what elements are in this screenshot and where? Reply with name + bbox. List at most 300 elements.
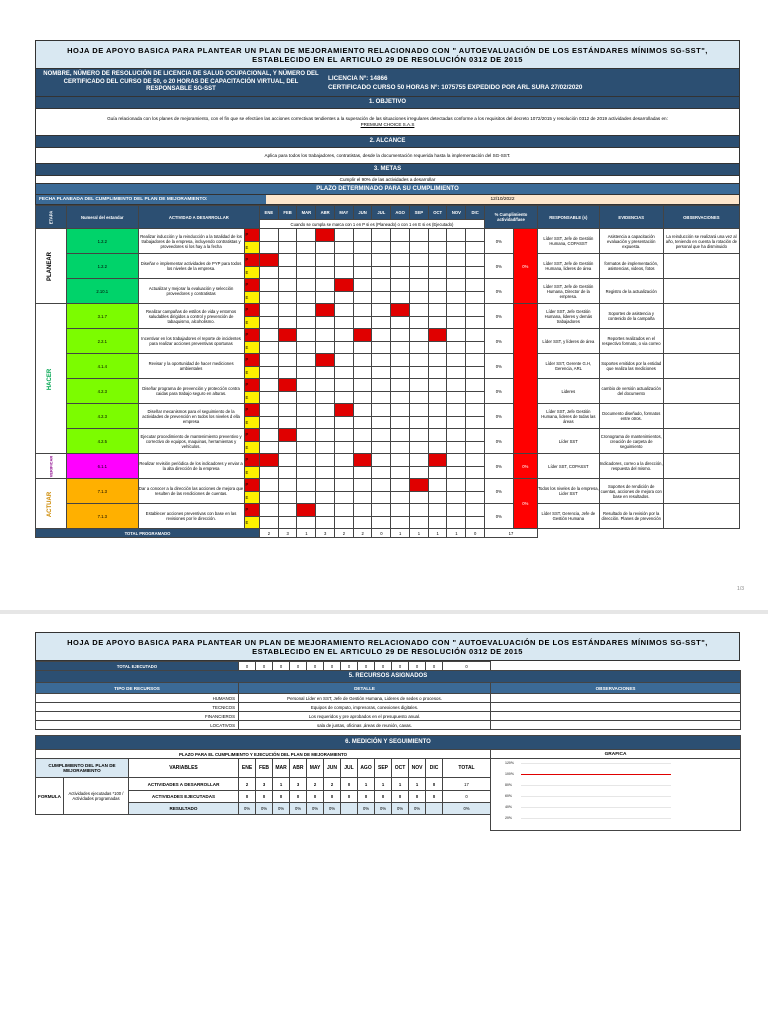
executed-cell[interactable] <box>259 291 278 304</box>
executed-cell[interactable] <box>334 441 353 454</box>
planned-cell[interactable] <box>391 329 410 342</box>
executed-cell[interactable] <box>353 341 372 354</box>
executed-cell[interactable] <box>316 491 335 504</box>
planned-cell[interactable] <box>428 404 447 417</box>
executed-cell[interactable] <box>259 516 278 529</box>
planned-cell[interactable] <box>278 254 297 267</box>
planned-cell[interactable] <box>372 379 391 392</box>
executed-cell[interactable] <box>334 391 353 404</box>
planned-cell[interactable] <box>409 304 428 317</box>
executed-label: E <box>244 491 259 504</box>
planned-cell[interactable] <box>334 454 353 467</box>
planned-cell[interactable] <box>353 229 372 242</box>
executed-cell[interactable] <box>466 391 485 404</box>
executed-cell[interactable] <box>316 391 335 404</box>
planned-cell[interactable] <box>466 354 485 367</box>
planned-cell[interactable] <box>334 329 353 342</box>
planned-cell[interactable] <box>391 479 410 492</box>
executed-cell[interactable] <box>372 491 391 504</box>
executed-cell[interactable] <box>428 316 447 329</box>
executed-cell[interactable] <box>466 291 485 304</box>
executed-cell[interactable] <box>278 491 297 504</box>
planned-cell[interactable] <box>466 454 485 467</box>
planned-cell[interactable] <box>278 429 297 442</box>
executed-cell[interactable] <box>334 491 353 504</box>
planned-cell[interactable] <box>278 504 297 517</box>
planned-cell[interactable] <box>259 354 278 367</box>
executed-cell[interactable] <box>447 291 466 304</box>
planned-cell[interactable] <box>353 504 372 517</box>
executed-cell[interactable] <box>334 291 353 304</box>
executed-cell[interactable] <box>316 341 335 354</box>
executed-cell[interactable] <box>259 441 278 454</box>
executed-cell[interactable] <box>278 341 297 354</box>
executed-cell[interactable] <box>259 466 278 479</box>
executed-cell[interactable] <box>466 491 485 504</box>
executed-cell[interactable] <box>372 341 391 354</box>
executed-cell[interactable] <box>466 266 485 279</box>
executed-cell[interactable] <box>428 391 447 404</box>
planned-cell[interactable] <box>334 229 353 242</box>
executed-cell[interactable] <box>466 366 485 379</box>
executed-cell[interactable] <box>428 366 447 379</box>
planned-cell[interactable] <box>278 379 297 392</box>
executed-cell[interactable] <box>428 341 447 354</box>
executed-cell[interactable] <box>447 316 466 329</box>
executed-cell[interactable] <box>353 241 372 254</box>
executed-cell[interactable] <box>409 416 428 429</box>
planned-cell[interactable] <box>297 329 316 342</box>
executed-cell[interactable] <box>316 241 335 254</box>
executed-cell[interactable] <box>391 441 410 454</box>
executed-cell[interactable] <box>297 341 316 354</box>
executed-cell[interactable] <box>278 266 297 279</box>
planned-cell[interactable] <box>372 254 391 267</box>
executed-cell[interactable] <box>316 366 335 379</box>
planned-cell[interactable] <box>466 379 485 392</box>
executed-cell[interactable] <box>466 416 485 429</box>
planned-cell[interactable] <box>278 329 297 342</box>
planned-cell[interactable] <box>353 304 372 317</box>
executed-cell[interactable] <box>259 241 278 254</box>
planned-cell[interactable] <box>391 229 410 242</box>
activity-pct: 0% <box>484 404 513 429</box>
executed-cell[interactable] <box>391 291 410 304</box>
planned-cell[interactable] <box>447 504 466 517</box>
executed-cell[interactable] <box>353 516 372 529</box>
planned-cell[interactable] <box>297 354 316 367</box>
planned-cell[interactable] <box>409 454 428 467</box>
planned-cell[interactable] <box>447 379 466 392</box>
evidencias: Soportes de rendición de cuentas, acciones de mejora con base en resultados. <box>599 479 663 504</box>
planned-cell[interactable] <box>353 329 372 342</box>
executed-cell[interactable] <box>259 266 278 279</box>
executed-cell[interactable] <box>428 466 447 479</box>
planned-cell[interactable] <box>447 304 466 317</box>
executed-cell[interactable] <box>259 366 278 379</box>
executed-cell[interactable] <box>372 241 391 254</box>
executed-cell[interactable] <box>334 366 353 379</box>
planned-cell[interactable] <box>409 279 428 292</box>
planned-cell[interactable] <box>428 354 447 367</box>
planned-cell[interactable] <box>334 504 353 517</box>
executed-cell[interactable] <box>466 316 485 329</box>
executed-cell[interactable] <box>391 491 410 504</box>
planned-cell[interactable] <box>428 304 447 317</box>
executed-cell[interactable] <box>409 491 428 504</box>
executed-cell[interactable] <box>372 391 391 404</box>
executed-cell[interactable] <box>353 366 372 379</box>
planned-cell[interactable] <box>466 479 485 492</box>
planned-cell[interactable] <box>278 354 297 367</box>
executed-cell[interactable] <box>297 491 316 504</box>
executed-cell[interactable] <box>278 516 297 529</box>
planned-cell[interactable] <box>466 304 485 317</box>
executed-cell[interactable] <box>353 441 372 454</box>
executed-cell[interactable] <box>297 241 316 254</box>
planned-cell[interactable] <box>447 329 466 342</box>
planned-cell[interactable] <box>372 454 391 467</box>
variable-value: 0 <box>307 791 324 803</box>
executed-cell[interactable] <box>278 316 297 329</box>
planned-cell[interactable] <box>316 429 335 442</box>
planned-cell[interactable] <box>372 329 391 342</box>
executed-cell[interactable] <box>428 441 447 454</box>
executed-cell[interactable] <box>297 266 316 279</box>
planned-cell[interactable] <box>297 229 316 242</box>
executed-cell[interactable] <box>297 391 316 404</box>
seguimiento-table <box>35 661 741 831</box>
planned-cell[interactable] <box>466 404 485 417</box>
executed-cell[interactable] <box>353 266 372 279</box>
executed-cell[interactable] <box>297 516 316 529</box>
executed-cell[interactable] <box>428 491 447 504</box>
executed-cell[interactable] <box>391 241 410 254</box>
planned-cell[interactable] <box>447 404 466 417</box>
executed-cell[interactable] <box>372 291 391 304</box>
planned-cell[interactable] <box>409 254 428 267</box>
planned-cell[interactable] <box>316 454 335 467</box>
planned-cell[interactable] <box>334 254 353 267</box>
planned-cell[interactable] <box>428 229 447 242</box>
planned-cell[interactable] <box>372 404 391 417</box>
executed-cell[interactable] <box>334 416 353 429</box>
executed-cell[interactable] <box>259 416 278 429</box>
executed-cell[interactable] <box>409 516 428 529</box>
planned-cell[interactable] <box>466 279 485 292</box>
planned-cell[interactable] <box>428 479 447 492</box>
executed-cell[interactable] <box>428 516 447 529</box>
planned-cell[interactable] <box>297 404 316 417</box>
planned-cell[interactable] <box>278 279 297 292</box>
executed-cell[interactable] <box>409 391 428 404</box>
planned-cell[interactable] <box>334 304 353 317</box>
planned-cell[interactable] <box>334 404 353 417</box>
executed-cell[interactable] <box>447 341 466 354</box>
planned-cell[interactable] <box>297 429 316 442</box>
executed-cell[interactable] <box>278 366 297 379</box>
planned-cell[interactable] <box>372 504 391 517</box>
planned-cell[interactable] <box>297 304 316 317</box>
executed-cell[interactable] <box>278 291 297 304</box>
executed-cell[interactable] <box>353 416 372 429</box>
executed-cell[interactable] <box>372 416 391 429</box>
planned-cell[interactable] <box>391 504 410 517</box>
executed-cell[interactable] <box>466 441 485 454</box>
planned-cell[interactable] <box>259 479 278 492</box>
executed-cell[interactable] <box>391 266 410 279</box>
executed-cell[interactable] <box>466 341 485 354</box>
planned-cell[interactable] <box>409 354 428 367</box>
planned-cell[interactable] <box>353 454 372 467</box>
executed-cell[interactable] <box>466 516 485 529</box>
executed-cell[interactable] <box>334 466 353 479</box>
planned-cell[interactable] <box>316 329 335 342</box>
planned-cell[interactable] <box>316 479 335 492</box>
executed-cell[interactable] <box>447 241 466 254</box>
planned-cell[interactable] <box>278 404 297 417</box>
planned-cell[interactable] <box>391 354 410 367</box>
evidencias: Reportes realizados en el respectivo formato, o via correo <box>599 329 663 354</box>
planned-cell[interactable] <box>353 254 372 267</box>
planned-cell[interactable] <box>391 404 410 417</box>
planned-cell[interactable] <box>353 354 372 367</box>
executed-cell[interactable] <box>447 491 466 504</box>
executed-cell[interactable] <box>428 266 447 279</box>
executed-cell[interactable] <box>391 341 410 354</box>
executed-cell[interactable] <box>391 366 410 379</box>
planned-cell[interactable] <box>259 279 278 292</box>
planned-cell[interactable] <box>297 279 316 292</box>
planned-cell[interactable] <box>353 429 372 442</box>
planned-cell[interactable] <box>466 254 485 267</box>
executed-cell[interactable] <box>409 466 428 479</box>
planned-cell[interactable] <box>447 429 466 442</box>
executed-cell[interactable] <box>391 516 410 529</box>
executed-cell[interactable] <box>278 441 297 454</box>
planned-cell[interactable] <box>259 329 278 342</box>
executed-cell[interactable] <box>391 391 410 404</box>
planned-cell[interactable] <box>259 254 278 267</box>
planned-cell[interactable] <box>297 479 316 492</box>
planned-cell[interactable] <box>316 404 335 417</box>
planned-cell[interactable] <box>391 429 410 442</box>
planned-cell[interactable] <box>297 254 316 267</box>
planned-cell[interactable] <box>428 379 447 392</box>
planned-cell[interactable] <box>278 479 297 492</box>
planned-cell[interactable] <box>278 229 297 242</box>
executed-cell[interactable] <box>353 466 372 479</box>
executed-cell[interactable] <box>353 291 372 304</box>
planned-cell[interactable] <box>259 504 278 517</box>
planned-cell[interactable] <box>334 429 353 442</box>
executed-cell[interactable] <box>409 291 428 304</box>
planned-cell[interactable] <box>428 329 447 342</box>
planned-cell[interactable] <box>353 379 372 392</box>
executed-cell[interactable] <box>372 466 391 479</box>
planned-cell[interactable] <box>353 279 372 292</box>
planned-cell[interactable] <box>391 254 410 267</box>
planned-cell[interactable] <box>372 429 391 442</box>
planned-cell[interactable] <box>409 329 428 342</box>
planned-cell[interactable] <box>409 504 428 517</box>
planned-cell[interactable] <box>316 304 335 317</box>
executed-cell[interactable] <box>334 341 353 354</box>
executed-cell[interactable] <box>372 266 391 279</box>
executed-cell[interactable] <box>316 266 335 279</box>
variable-value: 0% <box>358 803 375 815</box>
planned-cell[interactable] <box>428 279 447 292</box>
executed-cell[interactable] <box>372 316 391 329</box>
planned-cell[interactable] <box>447 279 466 292</box>
planned-cell[interactable] <box>259 454 278 467</box>
planned-cell[interactable] <box>334 279 353 292</box>
executed-cell[interactable] <box>428 241 447 254</box>
evidencias: Cronograma de mantenimientos, creación de carpeta de seguimiento <box>599 429 663 454</box>
planned-cell[interactable] <box>447 479 466 492</box>
planned-cell[interactable] <box>316 354 335 367</box>
planned-cell[interactable] <box>372 479 391 492</box>
planned-cell[interactable] <box>316 229 335 242</box>
planned-cell[interactable] <box>278 454 297 467</box>
executed-cell[interactable] <box>353 316 372 329</box>
col-actividad: ACTIVIDAD A DESARROLLAR <box>138 206 259 229</box>
executed-cell[interactable] <box>297 316 316 329</box>
executed-cell[interactable] <box>334 516 353 529</box>
planned-cell[interactable] <box>259 404 278 417</box>
planned-cell[interactable] <box>297 454 316 467</box>
planned-cell[interactable] <box>447 354 466 367</box>
planned-cell[interactable] <box>316 279 335 292</box>
executed-cell[interactable] <box>409 241 428 254</box>
planned-cell[interactable] <box>447 454 466 467</box>
executed-cell[interactable] <box>316 291 335 304</box>
executed-cell[interactable] <box>409 316 428 329</box>
planned-cell[interactable] <box>466 229 485 242</box>
executed-cell[interactable] <box>372 516 391 529</box>
executed-cell[interactable] <box>409 266 428 279</box>
executed-cell[interactable] <box>259 491 278 504</box>
executed-cell[interactable] <box>297 466 316 479</box>
planned-cell[interactable] <box>372 279 391 292</box>
planned-cell[interactable] <box>409 229 428 242</box>
planned-cell[interactable] <box>428 429 447 442</box>
executed-cell[interactable] <box>316 316 335 329</box>
planned-cell[interactable] <box>316 254 335 267</box>
executed-cell[interactable] <box>278 466 297 479</box>
recurso-obs <box>491 721 741 730</box>
planned-cell[interactable] <box>428 504 447 517</box>
planned-cell[interactable] <box>391 454 410 467</box>
executed-cell[interactable] <box>372 441 391 454</box>
executed-cell[interactable] <box>391 466 410 479</box>
planned-cell[interactable] <box>447 254 466 267</box>
executed-cell[interactable] <box>334 241 353 254</box>
executed-cell[interactable] <box>447 416 466 429</box>
planned-cell[interactable] <box>391 279 410 292</box>
planned-cell[interactable] <box>334 479 353 492</box>
executed-cell[interactable] <box>353 491 372 504</box>
executed-cell[interactable] <box>278 416 297 429</box>
planned-cell[interactable] <box>409 404 428 417</box>
planned-cell[interactable] <box>278 304 297 317</box>
executed-cell[interactable] <box>353 391 372 404</box>
planned-cell[interactable] <box>447 229 466 242</box>
executed-cell[interactable] <box>409 441 428 454</box>
executed-cell[interactable] <box>297 291 316 304</box>
executed-cell[interactable] <box>447 441 466 454</box>
executed-cell[interactable] <box>391 416 410 429</box>
planned-cell[interactable] <box>259 429 278 442</box>
executed-cell[interactable] <box>447 466 466 479</box>
planned-cell[interactable] <box>391 379 410 392</box>
executed-cell[interactable] <box>372 366 391 379</box>
executed-cell[interactable] <box>334 266 353 279</box>
planned-cell[interactable] <box>353 479 372 492</box>
planned-cell[interactable] <box>316 379 335 392</box>
planned-cell[interactable] <box>334 354 353 367</box>
executed-cell[interactable] <box>297 416 316 429</box>
executed-cell[interactable] <box>316 516 335 529</box>
planned-cell[interactable] <box>428 454 447 467</box>
planned-cell[interactable] <box>316 504 335 517</box>
planned-cell[interactable] <box>466 329 485 342</box>
planned-cell[interactable] <box>259 229 278 242</box>
planned-cell[interactable] <box>372 229 391 242</box>
planned-cell[interactable] <box>428 254 447 267</box>
executed-cell[interactable] <box>409 341 428 354</box>
planned-cell[interactable] <box>353 404 372 417</box>
planned-cell[interactable] <box>409 379 428 392</box>
executed-cell[interactable] <box>428 291 447 304</box>
executed-cell[interactable] <box>391 316 410 329</box>
planned-cell[interactable] <box>259 304 278 317</box>
executed-cell[interactable] <box>466 466 485 479</box>
executed-cell[interactable] <box>278 241 297 254</box>
executed-cell[interactable] <box>447 391 466 404</box>
legend-text: Cuando se cumpla se marca con 1 en P si es (Planeado) o con 1 en E si es (Ejecutado) <box>259 220 484 229</box>
planned-cell[interactable] <box>466 429 485 442</box>
planned-cell[interactable] <box>409 479 428 492</box>
executed-cell[interactable] <box>409 366 428 379</box>
executed-cell[interactable] <box>316 416 335 429</box>
executed-cell[interactable] <box>334 316 353 329</box>
executed-cell[interactable] <box>447 366 466 379</box>
executed-cell[interactable] <box>278 391 297 404</box>
executed-cell[interactable] <box>447 516 466 529</box>
planned-cell[interactable] <box>372 354 391 367</box>
planned-cell[interactable] <box>297 379 316 392</box>
planned-cell[interactable] <box>466 504 485 517</box>
executed-cell[interactable] <box>259 391 278 404</box>
variable-value: 0 <box>324 791 341 803</box>
executed-cell[interactable] <box>447 266 466 279</box>
executed-cell[interactable] <box>259 341 278 354</box>
planned-cell[interactable] <box>297 504 316 517</box>
executed-cell[interactable] <box>316 441 335 454</box>
executed-cell[interactable] <box>297 441 316 454</box>
executed-cell[interactable] <box>316 466 335 479</box>
executed-cell[interactable] <box>466 241 485 254</box>
planned-cell[interactable] <box>372 304 391 317</box>
planned-cell[interactable] <box>409 429 428 442</box>
executed-cell[interactable] <box>428 416 447 429</box>
executed-cell[interactable] <box>259 316 278 329</box>
planned-cell[interactable] <box>259 379 278 392</box>
executed-cell[interactable] <box>297 366 316 379</box>
planned-cell[interactable] <box>391 304 410 317</box>
planned-cell[interactable] <box>334 379 353 392</box>
